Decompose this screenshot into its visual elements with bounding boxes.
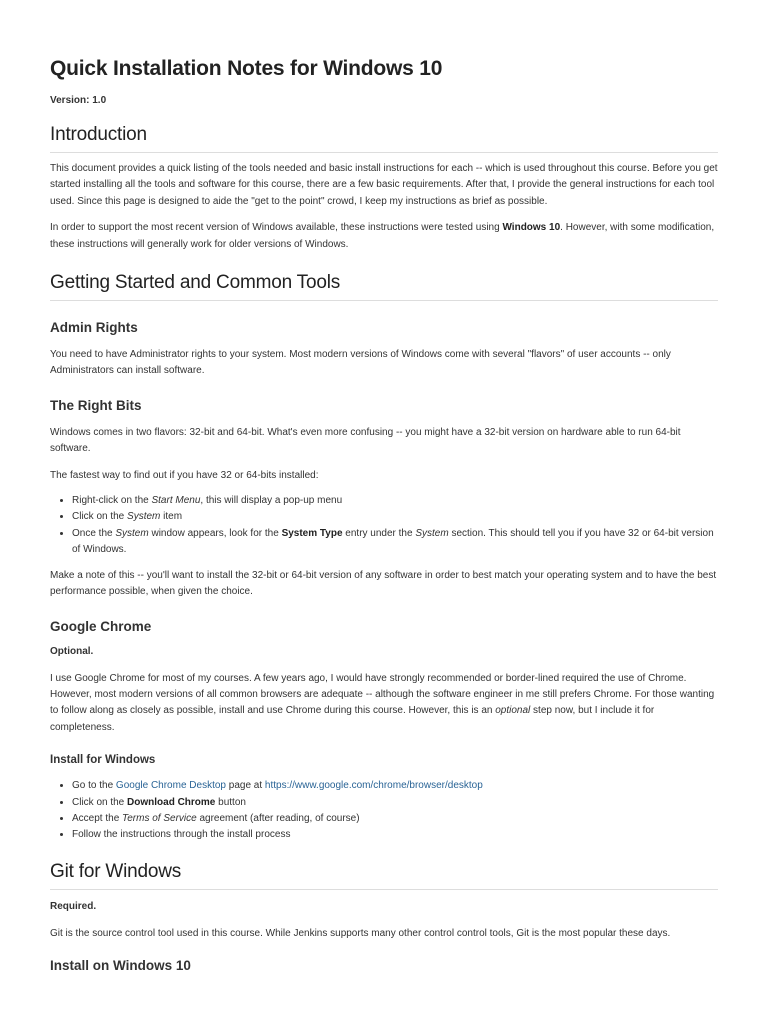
list-item [72, 795, 718, 811]
intro-p2-text: In order to support the most recent version of Windows available, these instructions were tested using [50, 222, 503, 234]
list-text: section. This should tell you if you have 32 or 64-bit version of Windows. [72, 527, 714, 556]
list-item [72, 811, 718, 827]
list-text: Click on the [72, 796, 128, 808]
list-bold: System Type [281, 527, 343, 539]
git-required-label: Required. [50, 900, 97, 912]
list-italic: System [115, 527, 149, 539]
intro-paragraph-1: This document provides a quick listing of the tools needed and basic install instructions for each -- which is used throughout this course. Before you get started installing all the tools and software for this course, there are a few basic requirements. After that, I provide the general instructions for each tool used. Since this page is designed to aide the "get to the point" crowd, I keep my instructions as brief as possible. [50, 163, 718, 207]
page-title: Quick Installation Notes for Windows 10 [50, 57, 443, 80]
list-text: Accept the [72, 812, 123, 824]
list-italic: Terms of Service [122, 812, 197, 824]
list-bold: Download Chrome [127, 796, 216, 808]
list-text: window appears, look for the [148, 527, 282, 539]
chrome-install-list [50, 778, 718, 844]
intro-paragraph-2 [50, 220, 718, 253]
chrome-paragraph [50, 671, 718, 737]
right-bits-heading: The Right Bits [50, 397, 142, 413]
chrome-install-heading: Install for Windows [50, 754, 156, 767]
list-text: item [160, 511, 183, 523]
intro-p2-text-end: . However, with some modification, these instructions will generally work for older versions of Windows. [50, 222, 715, 250]
list-text: Once the [72, 527, 116, 539]
git-install-heading: Install on Windows 10 [50, 958, 191, 974]
list-text: button [215, 796, 246, 808]
right-bits-paragraph-1: Windows comes in two flavors: 32-bit and 64-bit. What's even more confusing -- you might have a 32-bit version on hardware able to run 64-bit software. [50, 426, 681, 455]
list-text: Click on the [72, 511, 128, 523]
chrome-italic: optional [495, 705, 531, 717]
google-chrome-desktop-link[interactable]: Google Chrome Desktop [115, 780, 226, 792]
list-item [72, 526, 718, 559]
git-heading: Git for Windows [50, 860, 718, 890]
list-text: Right-click on the [72, 495, 152, 507]
getting-started-heading: Getting Started and Common Tools [50, 271, 718, 301]
intro-heading: Introduction [50, 123, 718, 153]
list-italic: Start Menu [151, 495, 201, 507]
list-text: page at [225, 780, 265, 792]
git-paragraph: Git is the source control tool used in this course. While Jenkins supports many other control control tools, Git is the most popular these days. [50, 927, 671, 939]
list-text: , this will display a pop-up menu [200, 495, 343, 507]
list-italic: System [127, 511, 161, 523]
list-italic: System [415, 527, 449, 539]
list-text: agreement (after reading, of course) [196, 812, 360, 824]
chrome-optional-label: Optional. [50, 645, 94, 657]
list-item: • Follow the instructions through the install process [72, 827, 718, 843]
right-bits-paragraph-3: Make a note of this -- you'll want to install the 32-bit or 64-bit version of any software in order to best match your operating system and to have the best performance possible, when given the choice. [50, 569, 717, 598]
right-bits-list [50, 493, 718, 559]
right-bits-paragraph-2: The fastest way to find out if you have 32 or 64-bits installed: [50, 469, 319, 481]
list-item [72, 509, 718, 525]
intro-p2-bold: Windows 10 [502, 222, 561, 234]
chrome-text: I use Google Chrome for most of my courses. A few years ago, I would have strongly recommended or border-lined required the use of Chrome. However, most modern versions of all common browsers are adequate -- although the software engineer in me still prefers Chrome. For those wanting to follow along as closely as possible, install and use Chrome during this course. However, this is an [50, 672, 715, 717]
version-label: Version: 1.0 [50, 95, 107, 106]
google-chrome-heading: Google Chrome [50, 618, 152, 634]
chrome-text-end: step now, but I include it for completeness. [50, 705, 655, 733]
list-text: entry under the [342, 527, 416, 539]
list-text: Go to the [72, 780, 116, 792]
chrome-download-url-link[interactable]: https://www.google.com/chrome/browser/desktop [264, 780, 483, 792]
admin-rights-heading: Admin Rights [50, 320, 138, 336]
list-item [72, 778, 718, 794]
list-item [72, 493, 718, 509]
admin-rights-paragraph: You need to have Administrator rights to your system. Most modern versions of Windows come with several "flavors" of user accounts -- only Administrators can install software. [50, 349, 671, 377]
